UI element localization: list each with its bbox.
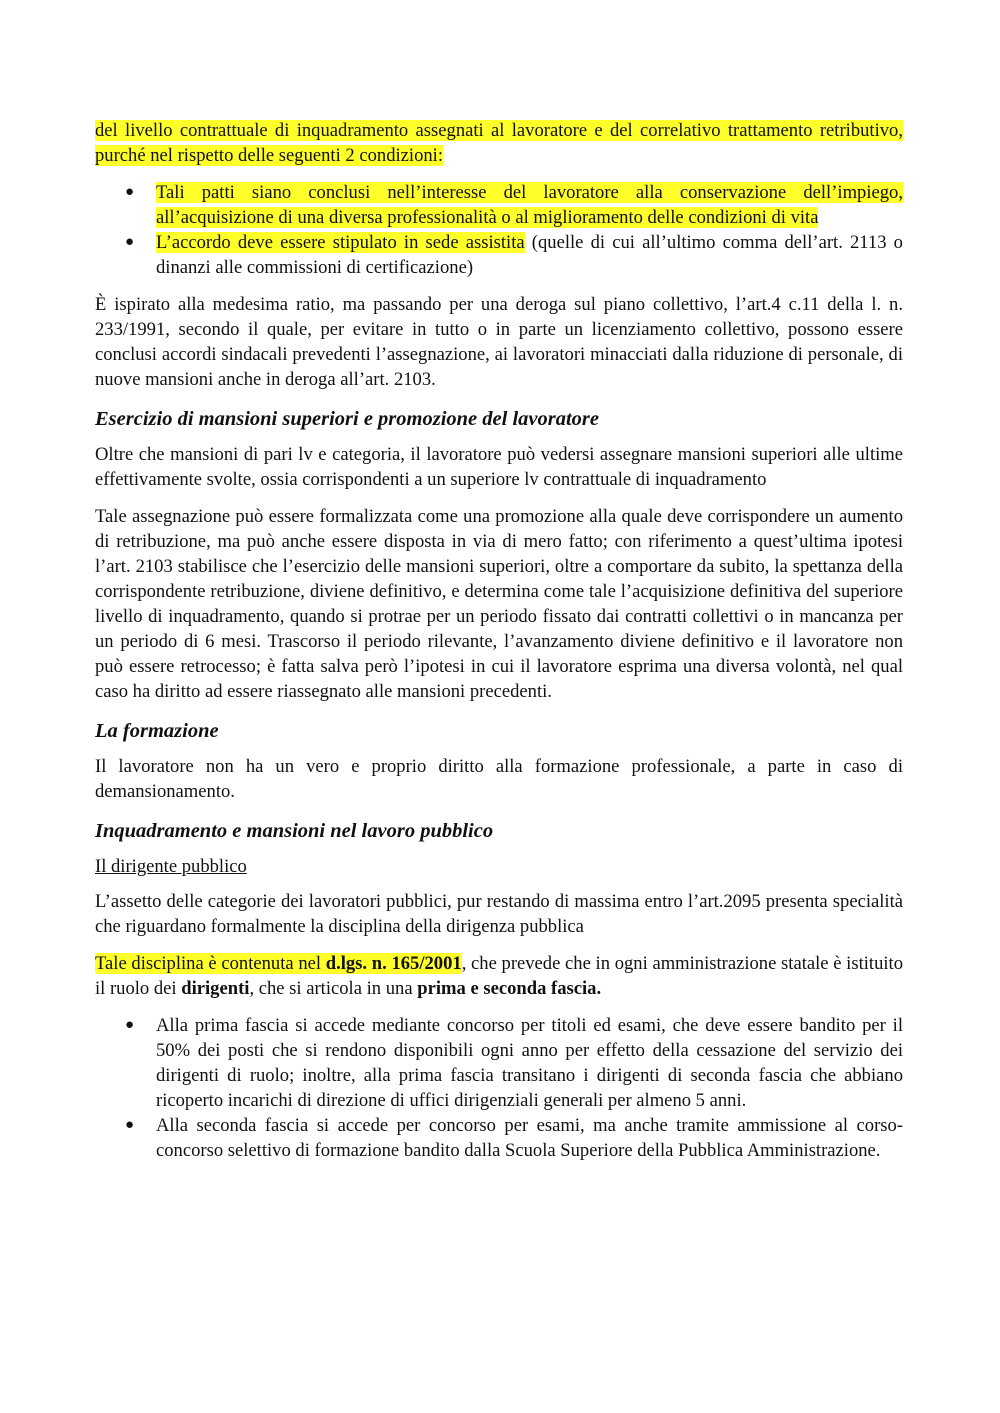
paragraph-promozione: Tale assegnazione può essere formalizzata come una promozione alla quale deve corrispondere un aumento di retribuzione, ma può anche essere disposta in via di mero fatto; con riferimento a quest’ultima ipotesi l’art. 2103 stabilisce che l’esercizio delle mansioni superiori, oltre a comportare da subito, la spettanza della corrispondente retribuzione, diviene definitivo, e determina come tale l’acquisizione definitiva del superiore livello di inquadramento, quando si protrae per un periodo fissato dai contratti collettivi o in mancanza per un periodo di 6 mesi. Trascorso il periodo rilevante, l’avanzamento diviene definitivo e il lavoratore non può essere retrocesso; è fatta salva però l’ipotesi in cui il lavoratore esprima una diversa volontà, nel qual caso ha diritto ad essere riassegnato alle mansioni precedenti. (95, 506, 903, 702)
list-item (95, 180, 903, 230)
highlighted-text: L’accordo deve essere stipulato in sede assistita (156, 232, 525, 253)
paragraph-formazione: Il lavoratore non ha un vero e proprio diritto alla formazione professionale, a parte in caso di demansionamento. (95, 756, 903, 802)
highlighted-text (95, 953, 462, 974)
paragraph-assetto: L’assetto delle categorie dei lavoratori pubblici, pur restando di massima entro l’art.2095 presenta specialità che riguardano formalmente la disciplina della dirigenza pubblica (95, 891, 903, 937)
list-item-text: Alla prima fascia si accede mediante concorso per titoli ed esami, che deve essere bandito per il 50% dei posti che si rendono disponibili ogni anno per effetto della cessazione del servizio dei dirigenti di ruolo; inoltre, alla prima fascia transitano i dirigenti di seconda fascia che abbiano ricoperto incarichi di direzione di uffici dirigenziali generali per almeno 5 anni. (156, 1015, 903, 1111)
paragraph-intro (95, 118, 903, 168)
list-item-text: (quelle di cui all’ultimo comma dell’art. 2113 o dinanzi alle commissioni di certificazione) (156, 232, 903, 278)
list-item (95, 230, 903, 280)
list-item (95, 1113, 903, 1163)
bullet-icon: ● (125, 184, 135, 200)
bold-term: dirigenti (181, 978, 250, 999)
law-reference: d.lgs. n. 165/2001 (325, 953, 462, 974)
fasce-list (95, 1013, 903, 1163)
heading-inquadramento: Inquadramento e mansioni nel lavoro pubblico (95, 820, 494, 842)
document-page (95, 118, 903, 1175)
list-item (95, 1013, 903, 1113)
highlighted-text: del livello contrattuale di inquadramento assegnati al lavoratore e del correlativo trattamento retributivo, purché nel rispetto delle seguenti 2 condizioni: (95, 120, 903, 166)
bullet-icon: ● (125, 234, 135, 250)
heading-formazione: La formazione (95, 720, 219, 742)
bold-term: prima e seconda fascia. (417, 978, 602, 999)
text-part: , che si articola in una (249, 978, 418, 999)
highlighted-text: Tali patti siano conclusi nell’interesse del lavoratore alla conservazione dell’impiego, all’acquisizione di una diversa professionalità o al miglioramento delle condizioni di vita (156, 182, 903, 228)
text-part: , che prevede che in ogni amministrazione statale è istituito il ruolo dei (95, 953, 903, 999)
bullet-icon: ● (125, 1117, 135, 1133)
paragraph-disciplina (95, 951, 903, 1001)
heading-esercizio: Esercizio di mansioni superiori e promozione del lavoratore (95, 408, 599, 430)
highlighted-text-part: Tale disciplina è contenuta nel (95, 953, 326, 974)
paragraph-mansioni-superiori: Oltre che mansioni di pari lv e categoria, il lavoratore può vedersi assegnare mansioni superiori alle ultime effettivamente svolte, ossia corrispondenti a un superiore lv contrattuale di inquadramento (95, 444, 903, 490)
conditions-list (95, 180, 903, 280)
list-item-text: Alla seconda fascia si accede per concorso per esami, ma anche tramite ammissione al corso-concorso selettivo di formazione bandito dalla Scuola Superiore della Pubblica Amministrazione. (156, 1115, 903, 1161)
paragraph-ratio: È ispirato alla medesima ratio, ma passando per una deroga sul piano collettivo, l’art.4 c.11 della l. n. 233/1991, secondo il quale, per evitare in tutto o in parte un licenziamento collettivo, possono essere conclusi accordi sindacali prevedenti l’assegnazione, ai lavoratori minacciati dalla riduzione di personale, di nuove mansioni anche in deroga all’art. 2103. (95, 294, 903, 390)
bullet-icon: ● (125, 1017, 135, 1033)
subheading-dirigente: Il dirigente pubblico (95, 856, 247, 877)
